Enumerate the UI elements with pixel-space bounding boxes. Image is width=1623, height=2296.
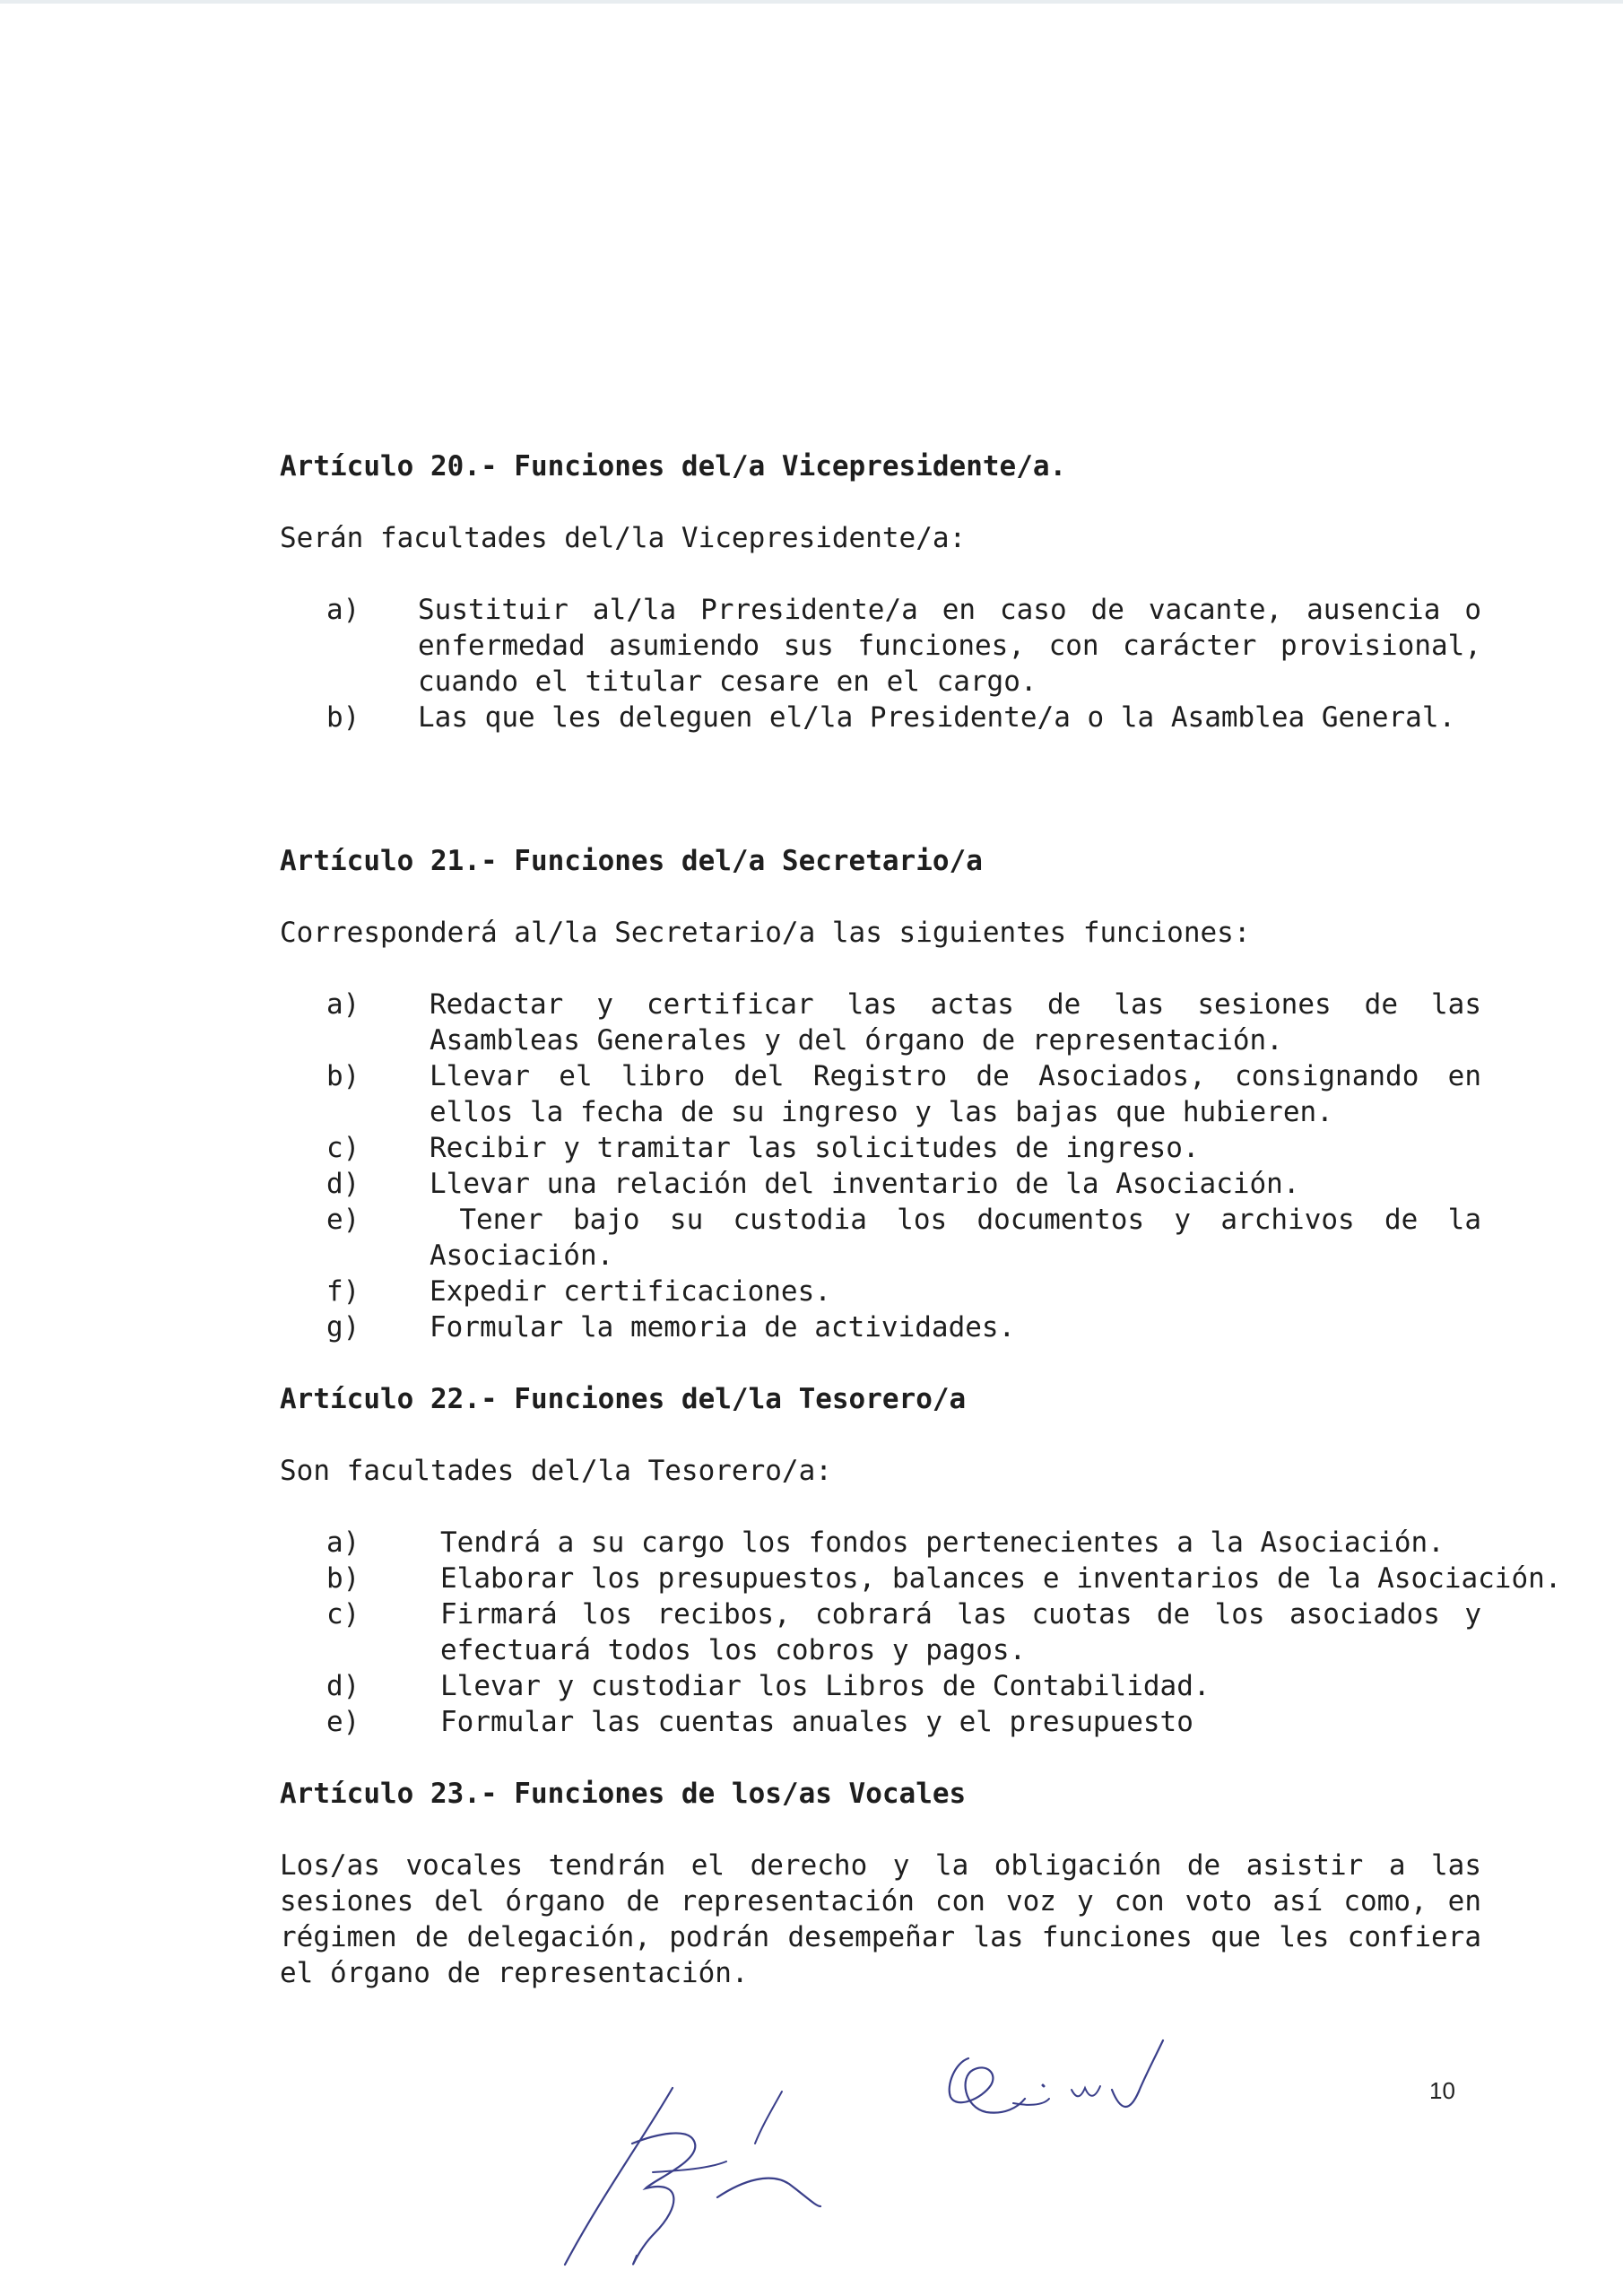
list-item <box>326 1525 1481 1561</box>
document-body <box>280 448 1562 1991</box>
top-edge-rule <box>0 0 1623 4</box>
list-text: Formular las cuentas anuales y el presupuesto <box>440 1706 1193 1738</box>
list-item <box>326 1596 1481 1668</box>
list-letter: d) <box>326 1168 360 1200</box>
article-heading: Artículo 21.- Funciones del/a Secretario/a <box>280 845 983 877</box>
list-item <box>326 1704 1481 1740</box>
list-text: Firmará los recibos, cobrará las cuotas de los asociados y efectuará todos los cobros y pagos. <box>440 1598 1481 1666</box>
signature-left <box>547 2072 843 2278</box>
list-text: Recibir y tramitar las solicitudes de ingreso. <box>430 1132 1200 1164</box>
list-item <box>326 1202 1498 1274</box>
list-text: Llevar el libro del Registro de Asociados, consignando en ellos la fecha de su ingreso y las bajas que hubieren. <box>430 1060 1481 1128</box>
article-heading: Artículo 23.- Funciones de los/as Vocales <box>280 1778 967 1810</box>
list-letter: d) <box>326 1670 360 1702</box>
list-text: Redactar y certificar las actas de las sesiones de las Asambleas Generales y del órgano de representación. <box>430 988 1481 1057</box>
article-list <box>326 592 1481 735</box>
list-item <box>326 592 1481 700</box>
list-item <box>326 987 1481 1058</box>
list-letter: a) <box>326 988 360 1021</box>
list-letter: b) <box>326 1562 360 1595</box>
article-intro: Serán facultades del/la Vicepresidente/a: <box>280 522 967 554</box>
list-letter: e) <box>326 1706 360 1738</box>
list-item <box>326 1561 1562 1596</box>
article-heading: Artículo 22.- Funciones del/la Tesorero/a <box>280 1383 967 1415</box>
list-text: Llevar una relación del inventario de la Asociación. <box>430 1168 1300 1200</box>
list-item <box>326 700 1481 735</box>
list-text: Tendrá a su cargo los fondos pertenecientes a la Asociación. <box>440 1526 1445 1559</box>
list-text: Formular la memoria de actividades. <box>430 1311 1016 1344</box>
article-22 <box>280 1381 1562 1740</box>
list-letter: b) <box>326 1060 360 1092</box>
list-text: Llevar y custodiar los Libros de Contabilidad. <box>440 1670 1211 1702</box>
list-item <box>326 1274 1481 1309</box>
article-list <box>326 1525 1562 1740</box>
list-text: Sustituir al/la Prresidente/a en caso de vacante, ausencia o enfermedad asumiendo sus funciones, con carácter provisional, cuando el titular cesare en el cargo. <box>418 594 1481 698</box>
article-list <box>326 987 1498 1345</box>
list-text: Elaborar los presupuestos, balances e inventarios de la Asociación. <box>440 1562 1562 1595</box>
signature-right <box>937 2036 1179 2135</box>
article-heading: Artículo 20.- Funciones del/a Vicepresidente/a. <box>280 450 1067 483</box>
list-item <box>326 1309 1481 1345</box>
list-item <box>326 1166 1481 1202</box>
article-23 <box>280 1776 1481 1991</box>
list-letter: c) <box>326 1132 360 1164</box>
list-letter: c) <box>326 1598 360 1631</box>
list-text: Expedir certificaciones. <box>430 1275 831 1308</box>
list-letter: e) <box>326 1204 360 1236</box>
list-item <box>326 1130 1481 1166</box>
list-letter: a) <box>326 594 360 626</box>
article-21 <box>280 843 1498 1345</box>
article-intro: Corresponderá al/la Secretario/a las siguientes funciones: <box>280 917 1251 949</box>
list-text: Las que les deleguen el/la Presidente/a o la Asamblea General. <box>418 701 1456 734</box>
article-paragraph: Los/as vocales tendrán el derecho y la obligación de asistir a las sesiones del órgano de representación con voz y con voto así como, en régimen de delegación, podrán desempeñar las funciones que les confiera el órgano de representación. <box>280 1849 1481 1989</box>
article-20 <box>280 448 1481 735</box>
list-letter: b) <box>326 701 360 734</box>
article-intro: Son facultades del/la Tesorero/a: <box>280 1455 832 1487</box>
list-item <box>326 1668 1481 1704</box>
page-number: 10 <box>1429 2077 1455 2104</box>
list-letter: f) <box>326 1275 360 1308</box>
list-letter: g) <box>326 1311 360 1344</box>
list-letter: a) <box>326 1526 360 1559</box>
list-item <box>326 1058 1481 1130</box>
list-text: Tener bajo su custodia los documentos y archivos de la Asociación. <box>430 1204 1498 1272</box>
